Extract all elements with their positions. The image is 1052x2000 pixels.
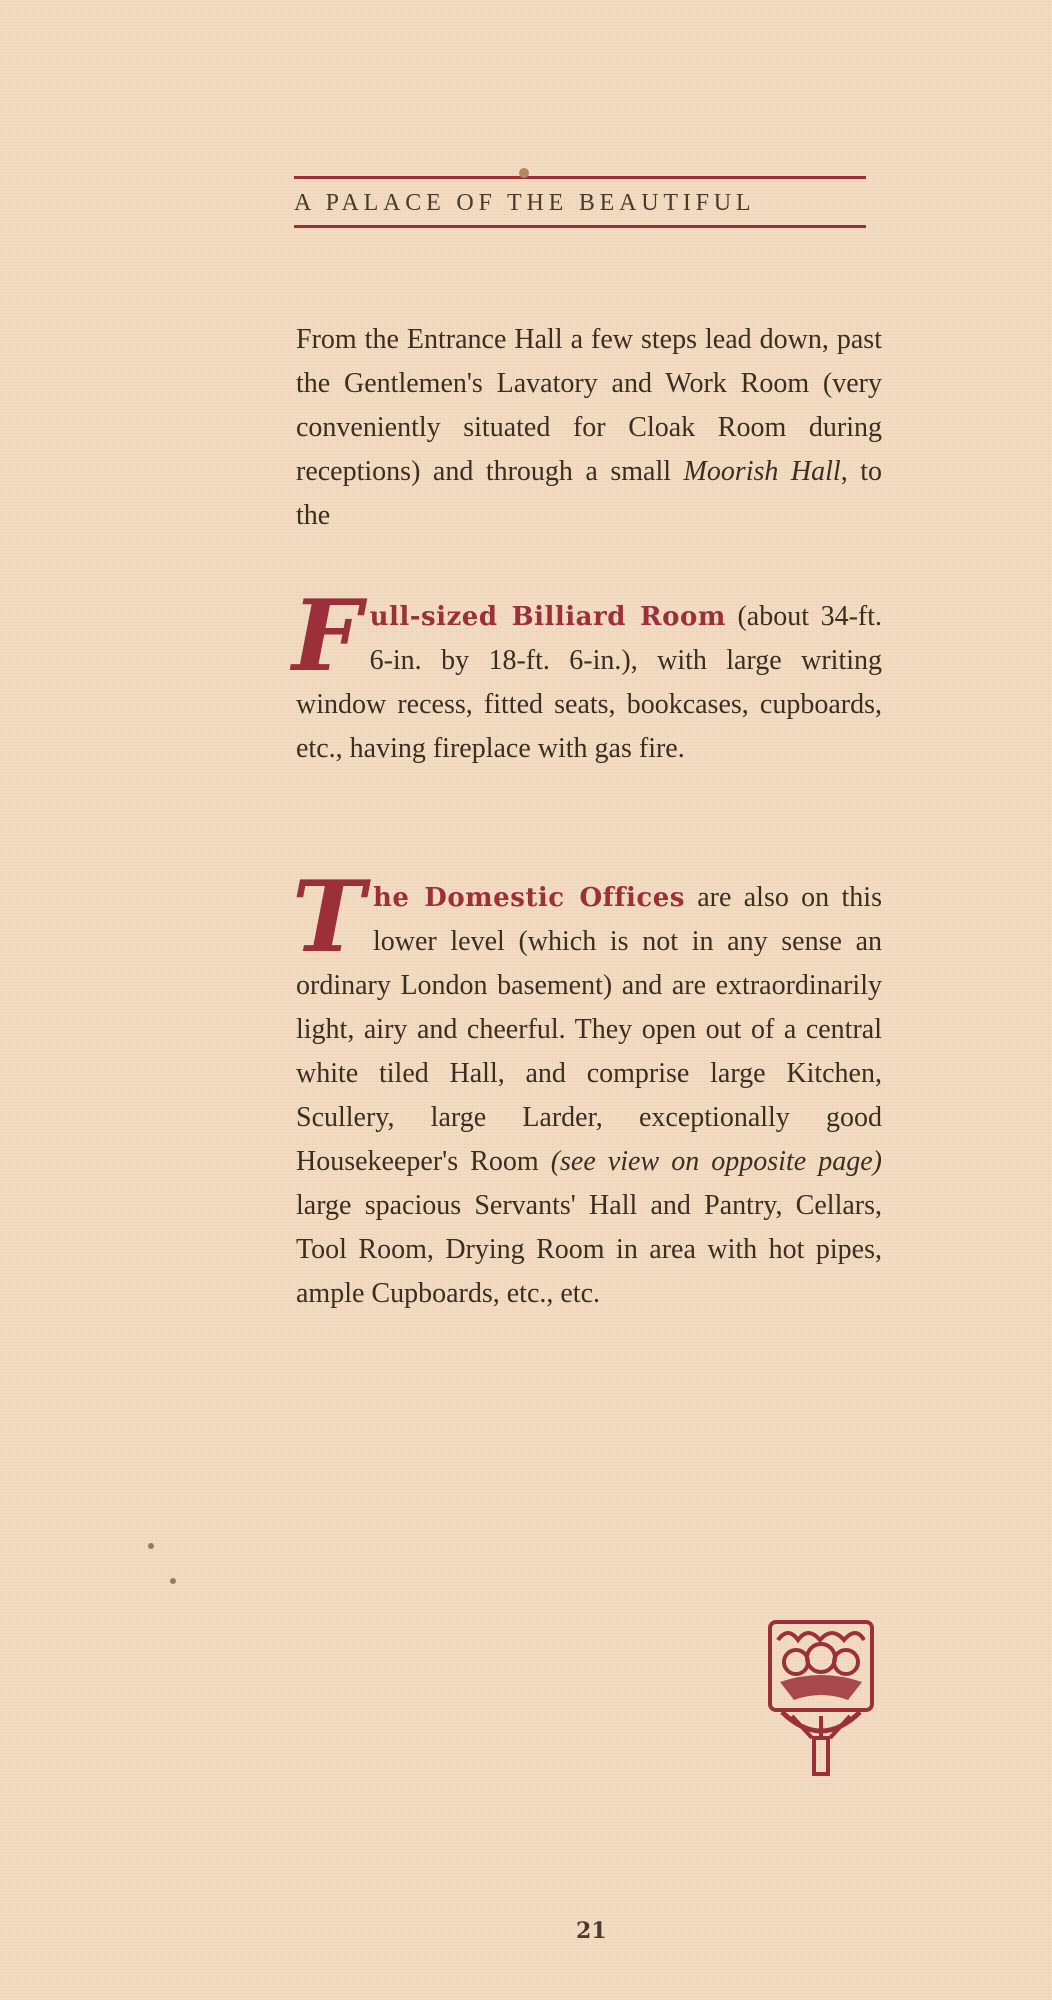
paper-speck [148, 1543, 154, 1549]
drop-cap: F [292, 579, 362, 694]
ornament-dot [519, 168, 529, 178]
paper-speck [170, 1578, 176, 1584]
top-rule [294, 176, 866, 179]
section-lead: ull-sized Billiard Room [369, 602, 726, 632]
paragraph-text-end: , to the [296, 456, 883, 531]
paragraph-text: From the Entrance Hall a few steps lead down, past the Gentlemen's Lavatory and Work Room (very conveniently situated for Cloak Room during receptions) and through a small [296, 324, 882, 487]
paragraph-text: are also on this lower level (which is not in any sense an ordinary London basement) and are extraordinarily light, airy and cheerful. They open out of a central white tiled Hall, and comprise large Kitchen, Scullery, large Larder, exceptionally good Housekeeper's Room [296, 882, 882, 1177]
page-title: A PALACE OF THE BEAUTIFUL [294, 190, 756, 216]
paragraph-text: (about 34-ft. 6-in. by 18-ft. 6-in.), with large writing window recess, fitted seats, bookcases, cupboards, etc., having fireplace with gas fire. [296, 601, 882, 764]
page-number: 21 [576, 1918, 607, 1944]
running-head [294, 176, 866, 228]
paragraph-billiard-room [292, 579, 882, 771]
paragraph-entrance-hall [296, 318, 882, 538]
italic-phrase: Moorish Hall [683, 456, 841, 487]
section-lead: he Domestic Offices [372, 883, 685, 913]
paragraph-domestic-offices [292, 860, 882, 1316]
paragraph-text-end: large spacious Servants' Hall and Pantry, Cellars, Tool Room, Drying Room in area with hot pipes, ample Cupboards, etc., etc. [296, 1190, 882, 1309]
drop-cap: T [292, 860, 365, 975]
bottom-rule [294, 225, 866, 228]
italic-phrase: (see view on opposite page) [550, 1146, 882, 1177]
floral-tailpiece-icon [768, 1620, 874, 1780]
